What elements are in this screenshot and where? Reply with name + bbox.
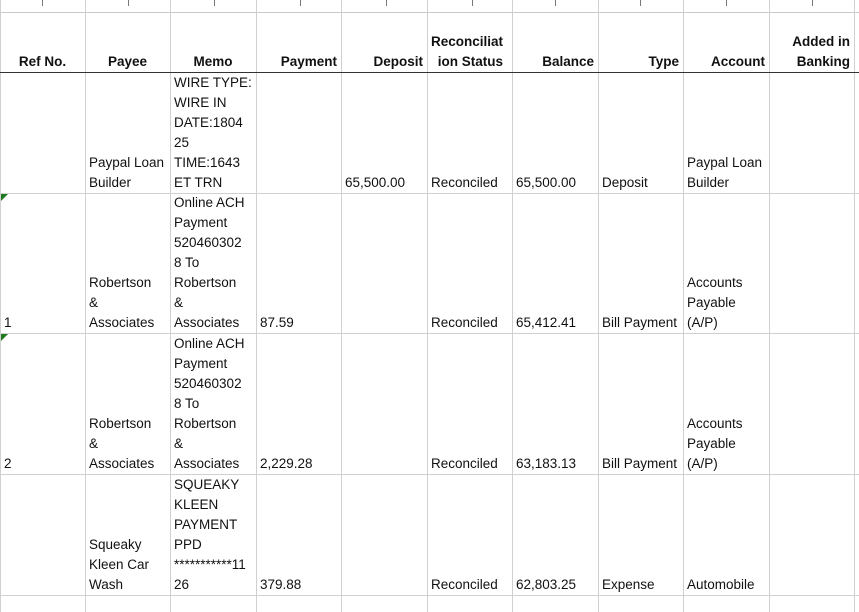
cell-account[interactable]: Accounts Payable (A/P) bbox=[687, 275, 743, 330]
cell-account[interactable]: Accounts Payable (A/P) bbox=[687, 416, 743, 471]
cell-payment[interactable]: 87.59 bbox=[260, 315, 294, 330]
gridline bbox=[0, 595, 859, 596]
cell-account[interactable]: Automobile bbox=[687, 577, 755, 592]
cell-status[interactable]: Reconciled bbox=[431, 456, 498, 471]
col-tick bbox=[128, 0, 129, 6]
cell-ref-no[interactable] bbox=[0, 475, 85, 595]
cell-deposit[interactable] bbox=[341, 194, 427, 333]
cell-status[interactable]: Reconciled bbox=[431, 577, 498, 592]
cell-payee[interactable]: Squeaky Kleen Car Wash bbox=[89, 537, 150, 592]
cell-memo[interactable]: Online ACH Payment 520460302 8 To Robertson & Associates bbox=[174, 195, 245, 330]
cell-payee[interactable]: Robertson & Associates bbox=[89, 275, 155, 330]
col-tick bbox=[214, 0, 215, 6]
cell-status[interactable]: Reconciled bbox=[431, 315, 498, 330]
cell-added[interactable] bbox=[769, 475, 854, 595]
cell-payee[interactable]: Paypal Loan Builder bbox=[89, 155, 165, 190]
cell-deposit[interactable]: 65,500.00 bbox=[345, 175, 406, 190]
cell-payee[interactable]: Robertson & Associates bbox=[89, 416, 155, 471]
header-reconciliation-status[interactable]: Reconciliat ion Status bbox=[431, 34, 504, 69]
cell-balance[interactable]: 65,500.00 bbox=[516, 175, 577, 190]
cell-account[interactable]: Paypal Loan Builder bbox=[687, 155, 763, 190]
col-tick bbox=[812, 0, 813, 6]
gridline bbox=[854, 0, 855, 612]
cell-payment[interactable]: 379.88 bbox=[260, 577, 302, 592]
header-account[interactable]: Account bbox=[711, 54, 765, 69]
cell-added[interactable] bbox=[769, 334, 854, 474]
header-added-in-banking[interactable]: Added in Banking bbox=[792, 34, 850, 69]
header-balance[interactable]: Balance bbox=[542, 54, 594, 69]
col-tick bbox=[300, 0, 301, 6]
cell-memo[interactable]: WIRE TYPE: WIRE IN DATE:1804 25 TIME:1643 ET TRN bbox=[174, 75, 252, 190]
cell-added[interactable] bbox=[769, 73, 854, 193]
cell-memo[interactable]: SQUEAKY KLEEN PAYMENT PPD ***********11 26 bbox=[174, 477, 246, 592]
cell-deposit[interactable] bbox=[341, 475, 427, 595]
cell-balance[interactable]: 62,803.25 bbox=[516, 577, 577, 592]
cell-added[interactable] bbox=[769, 194, 854, 333]
cell-memo[interactable]: Online ACH Payment 520460302 8 To Robertson & Associates bbox=[174, 336, 245, 471]
cell-type[interactable]: Expense bbox=[602, 577, 655, 592]
header-payment[interactable]: Payment bbox=[280, 54, 337, 69]
cell-balance[interactable]: 65,412.41 bbox=[516, 315, 577, 330]
col-tick bbox=[472, 0, 473, 6]
cell-type[interactable]: Bill Payment bbox=[602, 456, 678, 471]
cell-type[interactable]: Bill Payment bbox=[602, 315, 678, 330]
header-ref-no[interactable]: Ref No. bbox=[18, 54, 67, 69]
col-tick bbox=[555, 0, 556, 6]
cell-payment[interactable]: 2,229.28 bbox=[260, 456, 313, 471]
header-memo[interactable]: Memo bbox=[193, 54, 233, 69]
cell-ref-no[interactable]: 1 bbox=[4, 315, 12, 330]
cell-status[interactable]: Reconciled bbox=[431, 175, 498, 190]
col-tick bbox=[386, 0, 387, 6]
cell-balance[interactable]: 63,183.13 bbox=[516, 456, 577, 471]
col-tick bbox=[640, 0, 641, 6]
cell-type[interactable]: Deposit bbox=[602, 175, 648, 190]
header-type[interactable]: Type bbox=[648, 54, 679, 69]
cell-ref-no[interactable]: 2 bbox=[4, 456, 12, 471]
header-deposit[interactable]: Deposit bbox=[373, 54, 423, 69]
cell-ref-no[interactable] bbox=[0, 73, 85, 193]
header-payee[interactable]: Payee bbox=[107, 54, 148, 69]
cell-payment[interactable] bbox=[256, 73, 341, 193]
cell-deposit[interactable] bbox=[341, 334, 427, 474]
col-tick bbox=[42, 0, 43, 6]
col-tick bbox=[726, 0, 727, 6]
